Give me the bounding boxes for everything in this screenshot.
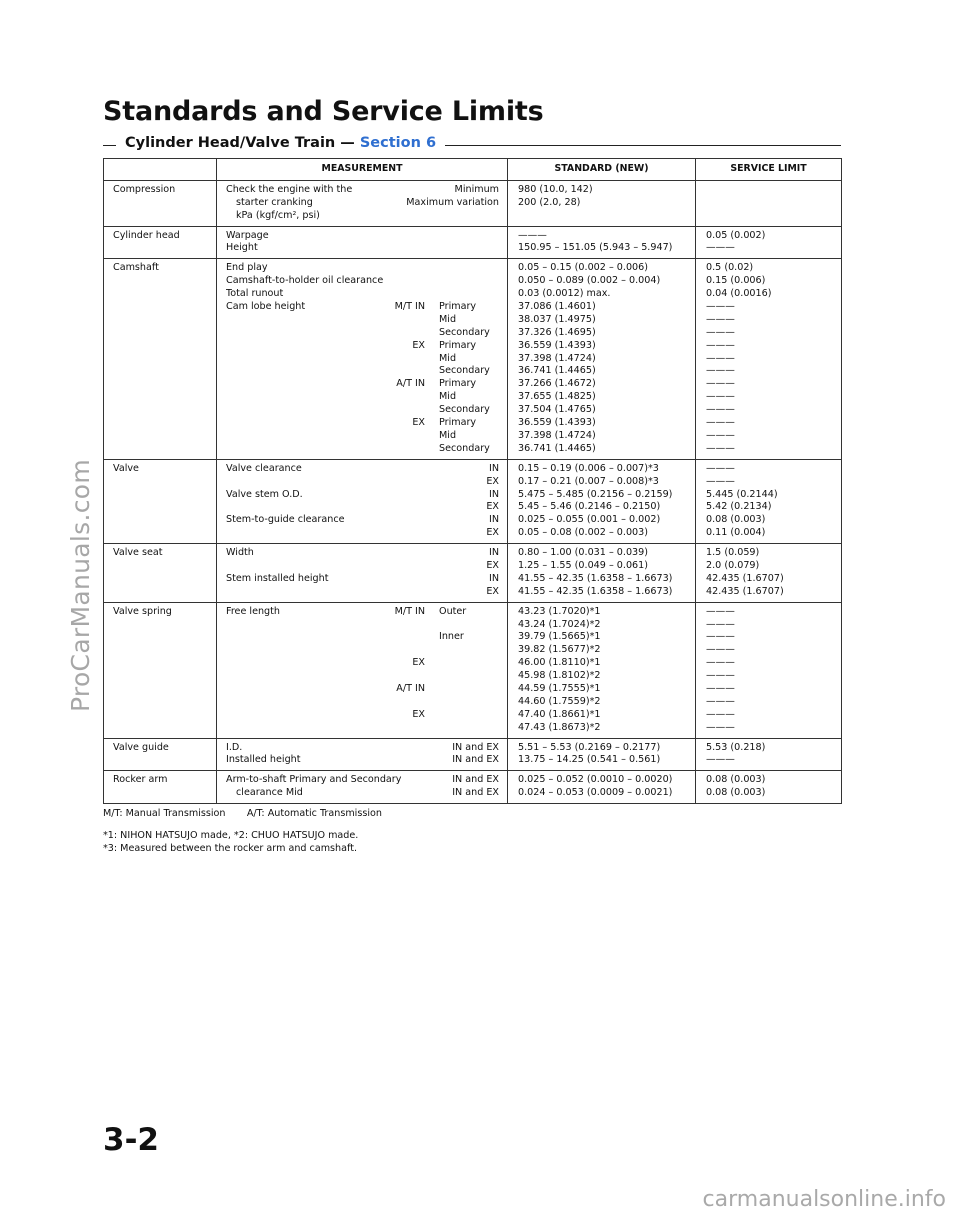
table-row xyxy=(104,180,842,226)
measurement-subqualifier xyxy=(425,683,499,696)
measurement-line xyxy=(226,754,499,767)
measurement-line xyxy=(226,301,499,314)
standard-value: 37.504 (1.4765) xyxy=(518,404,596,416)
service-limit-value xyxy=(706,197,841,210)
measurement-label: Height xyxy=(226,242,258,254)
measurement-label xyxy=(226,404,425,417)
standard-value: 200 (2.0, 28) xyxy=(518,196,581,208)
section-title: Cylinder Head/Valve Train — xyxy=(125,135,355,151)
service-limit-value: 0.5 (0.02) xyxy=(706,262,754,274)
item-name: Camshaft xyxy=(104,259,217,459)
measurement-label: Total runout xyxy=(226,288,284,300)
measurement-qualifier: IN xyxy=(489,572,500,584)
service-limit-value: ——— xyxy=(706,644,735,656)
measurement-qualifier: EX xyxy=(412,339,426,351)
measurement-qualifier: IN and EX xyxy=(452,787,500,799)
standard-value: 13.75 – 14.25 (0.541 – 0.561) xyxy=(518,754,661,766)
measurement-line xyxy=(226,443,499,456)
measurement-label: Free length xyxy=(226,605,280,617)
measurement-line xyxy=(226,742,499,755)
measurement-subqualifier xyxy=(425,644,499,657)
measurement-line xyxy=(226,288,499,301)
service-limit-value: ——— xyxy=(706,462,735,474)
service-limit-value: ——— xyxy=(706,475,735,487)
measurement-label xyxy=(226,365,425,378)
standard-value: 47.40 (1.8661)*1 xyxy=(518,708,601,720)
measurement-subqualifier xyxy=(425,657,499,670)
standard-value: 1.25 – 1.55 (0.049 – 0.061) xyxy=(518,559,648,571)
header-service-limit: SERVICE LIMIT xyxy=(696,159,842,181)
service-limit-value: ——— xyxy=(706,242,735,254)
measurement-subqualifier xyxy=(425,722,499,735)
spec-table xyxy=(103,158,842,804)
table-row xyxy=(104,738,842,771)
standard-value xyxy=(518,210,695,223)
measurement-line xyxy=(226,631,499,644)
measurement-label: Stem installed height xyxy=(226,572,329,584)
measurement-line xyxy=(226,391,499,404)
measurement-cell xyxy=(217,226,508,259)
standard-value: 44.60 (1.7559)*2 xyxy=(518,695,601,707)
service-limit-value: ——— xyxy=(706,365,735,377)
measurement-subqualifier xyxy=(425,670,499,683)
measurement-qualifier: EX xyxy=(486,585,500,597)
service-limit-value: ——— xyxy=(706,754,735,766)
service-limit-value: 5.42 (0.2134) xyxy=(706,501,772,513)
measurement-qualifier: IN xyxy=(489,488,500,500)
service-limit-value: ——— xyxy=(706,605,735,617)
measurement-qualifier: EX xyxy=(486,475,500,487)
measurement-label xyxy=(226,391,425,404)
measurement-line xyxy=(226,774,499,787)
standard-cell xyxy=(508,738,696,771)
standard-value: 0.050 – 0.089 (0.002 – 0.004) xyxy=(518,275,661,287)
service-limit-value: 0.05 (0.002) xyxy=(706,229,766,241)
item-name: Rocker arm xyxy=(104,771,217,804)
measurement-qualifier: Maximum variation xyxy=(406,196,500,208)
measurement-line xyxy=(226,514,499,527)
measurement-line xyxy=(226,573,499,586)
measurement-subqualifier: Mid xyxy=(439,391,457,403)
standard-value: ——— xyxy=(518,229,547,241)
measurement-subqualifier: Mid xyxy=(439,313,457,325)
standard-value: 0.025 – 0.052 (0.0010 – 0.0020) xyxy=(518,774,673,786)
service-limit-value: 42.435 (1.6707) xyxy=(706,572,784,584)
measurement-label xyxy=(226,722,425,735)
measurement-qualifier: IN and EX xyxy=(452,774,500,786)
measurement-line xyxy=(226,404,499,417)
table-row xyxy=(104,771,842,804)
measurement-line xyxy=(226,683,499,696)
measurement-line xyxy=(226,230,499,243)
measurement-line xyxy=(226,527,499,540)
table-header-row xyxy=(104,159,842,181)
measurement-label xyxy=(226,696,425,709)
note-footnote-1-2: *1: NIHON HATSUJO made, *2: CHUO HATSUJO made. xyxy=(103,829,359,841)
measurement-line xyxy=(226,378,499,391)
service-limit-value: 5.53 (0.218) xyxy=(706,741,766,753)
standard-value: 36.741 (1.4465) xyxy=(518,442,596,454)
measurement-label: Camshaft-to-holder oil clearance xyxy=(226,275,384,287)
standard-value: 45.98 (1.8102)*2 xyxy=(518,670,601,682)
measurement-line xyxy=(226,197,499,210)
measurement-label: clearance Mid xyxy=(236,787,303,799)
measurement-subqualifier: Primary xyxy=(439,301,477,313)
measurement-qualifier: EX xyxy=(412,708,426,720)
measurement-qualifier: EX xyxy=(486,559,500,571)
service-limit-cell xyxy=(696,180,842,226)
table-row xyxy=(104,259,842,459)
standard-cell xyxy=(508,459,696,543)
service-limit-value: ——— xyxy=(706,429,735,441)
measurement-label xyxy=(226,443,425,456)
standard-value: 36.559 (1.4393) xyxy=(518,339,596,351)
standard-value: 37.655 (1.4825) xyxy=(518,391,596,403)
watermark-procarmanuals: ProCarManuals.com xyxy=(66,458,95,712)
standard-value: 43.23 (1.7020)*1 xyxy=(518,605,601,617)
standard-value: 0.05 – 0.08 (0.002 – 0.003) xyxy=(518,527,648,539)
service-limit-value: ——— xyxy=(706,391,735,403)
standard-value: 41.55 – 42.35 (1.6358 – 1.6673) xyxy=(518,585,673,597)
item-name: Valve xyxy=(104,459,217,543)
measurement-label: kPa (kgf/cm², psi) xyxy=(236,209,320,221)
service-limit-value: 0.15 (0.006) xyxy=(706,275,766,287)
measurement-label xyxy=(226,327,425,340)
measurement-line xyxy=(226,353,499,366)
measurement-qualifier: M/T IN xyxy=(394,605,426,617)
measurement-qualifier: IN and EX xyxy=(452,754,500,766)
notes xyxy=(103,808,382,856)
service-limit-cell xyxy=(696,226,842,259)
measurement-label xyxy=(226,476,486,489)
service-limit-cell xyxy=(696,602,842,738)
service-limit-cell xyxy=(696,738,842,771)
service-limit-value: 0.08 (0.003) xyxy=(706,774,766,786)
service-limit-value: ——— xyxy=(706,352,735,364)
measurement-subqualifier: Mid xyxy=(439,352,457,364)
service-limit-value: ——— xyxy=(706,631,735,643)
service-limit-value: 0.08 (0.003) xyxy=(706,514,766,526)
measurement-label xyxy=(226,378,396,391)
measurement-label xyxy=(226,314,425,327)
standard-value: 36.741 (1.4465) xyxy=(518,365,596,377)
standard-value: 0.17 – 0.21 (0.007 – 0.008)*3 xyxy=(518,475,659,487)
service-limit-value: ——— xyxy=(706,618,735,630)
measurement-cell xyxy=(217,259,508,459)
measurement-subqualifier xyxy=(425,696,499,709)
measurement-line xyxy=(226,670,499,683)
measurement-line xyxy=(226,501,499,514)
measurement-subqualifier: Inner xyxy=(439,631,464,643)
measurement-qualifier: EX xyxy=(412,657,426,669)
standard-cell xyxy=(508,771,696,804)
standard-cell xyxy=(508,544,696,603)
service-limit-value: 42.435 (1.6707) xyxy=(706,585,784,597)
measurement-subqualifier: Mid xyxy=(439,429,457,441)
standard-value: 37.326 (1.4695) xyxy=(518,326,596,338)
measurement-label xyxy=(226,670,425,683)
measurement-line xyxy=(226,275,499,288)
measurement-subqualifier: Secondary xyxy=(439,404,490,416)
item-name: Valve spring xyxy=(104,602,217,738)
measurement-line xyxy=(226,586,499,599)
measurement-line xyxy=(226,709,499,722)
measurement-label xyxy=(226,527,486,540)
service-limit-value: ——— xyxy=(706,417,735,429)
measurement-label: Cam lobe height xyxy=(226,301,306,313)
measurement-cell xyxy=(217,602,508,738)
standard-value: 5.45 – 5.46 (0.2146 – 0.2150) xyxy=(518,501,661,513)
standard-value: 37.086 (1.4601) xyxy=(518,301,596,313)
measurement-cell xyxy=(217,544,508,603)
section-link[interactable]: Section 6 xyxy=(359,135,437,151)
measurement-label xyxy=(226,644,425,657)
item-name: Valve seat xyxy=(104,544,217,603)
measurement-subqualifier-empty xyxy=(425,275,499,288)
measurement-label: starter cranking xyxy=(236,196,313,208)
measurement-label: Check the engine with the xyxy=(226,183,353,195)
standard-value: 0.15 – 0.19 (0.006 – 0.007)*3 xyxy=(518,462,659,474)
service-limit-value: ——— xyxy=(706,657,735,669)
page-title: Standards and Service Limits xyxy=(103,96,544,127)
measurement-line xyxy=(226,210,499,223)
measurement-label xyxy=(226,560,486,573)
measurement-line xyxy=(226,476,499,489)
measurement-qualifier: A/T IN xyxy=(396,378,426,390)
service-limit-value xyxy=(706,210,841,223)
measurement-line xyxy=(226,340,499,353)
service-limit-value: ——— xyxy=(706,313,735,325)
standard-cell xyxy=(508,602,696,738)
watermark-carmanualsonline: carmanualsonline.info xyxy=(702,1187,946,1212)
measurement-subqualifier-empty xyxy=(425,262,499,275)
measurement-line xyxy=(226,242,499,255)
measurement-label: Stem-to-guide clearance xyxy=(226,514,345,526)
measurement-qualifier: IN xyxy=(489,462,500,474)
measurement-subqualifier: Primary xyxy=(439,417,477,429)
service-limit-value xyxy=(706,184,841,197)
standard-cell xyxy=(508,226,696,259)
measurement-label xyxy=(226,657,412,670)
measurement-subqualifier: Secondary xyxy=(439,365,490,377)
measurement-label: End play xyxy=(226,262,268,274)
measurement-label xyxy=(226,619,425,632)
standard-value: 46.00 (1.8110)*1 xyxy=(518,657,601,669)
measurement-line xyxy=(226,463,499,476)
measurement-label xyxy=(226,631,425,644)
measurement-label: Warpage xyxy=(226,229,269,241)
measurement-line xyxy=(226,417,499,430)
measurement-subqualifier: Primary xyxy=(439,378,477,390)
measurement-label xyxy=(226,683,396,696)
service-limit-value: 0.08 (0.003) xyxy=(706,787,766,799)
measurement-label xyxy=(226,417,412,430)
standard-value: 0.05 – 0.15 (0.002 – 0.006) xyxy=(518,262,648,274)
measurement-line xyxy=(226,430,499,443)
measurement-subqualifier xyxy=(425,619,499,632)
measurement-subqualifier: Outer xyxy=(439,605,467,617)
measurement-qualifier: A/T IN xyxy=(396,682,426,694)
measurement-subqualifier xyxy=(425,709,499,722)
standard-value: 44.59 (1.7555)*1 xyxy=(518,682,601,694)
service-limit-value: ——— xyxy=(706,695,735,707)
measurement-qualifier: EX xyxy=(412,417,426,429)
measurement-line xyxy=(226,606,499,619)
service-limit-value: 2.0 (0.079) xyxy=(706,559,760,571)
measurement-qualifier: Minimum xyxy=(454,183,500,195)
standard-value: 0.024 – 0.053 (0.0009 – 0.0021) xyxy=(518,787,673,799)
spec-body xyxy=(104,180,842,803)
service-limit-value: 0.11 (0.004) xyxy=(706,527,766,539)
service-limit-value: 0.04 (0.0016) xyxy=(706,288,772,300)
measurement-qualifier: IN xyxy=(489,547,500,559)
measurement-label: Installed height xyxy=(226,754,301,766)
standard-value: 39.82 (1.5677)*2 xyxy=(518,644,601,656)
standard-value: 47.43 (1.8673)*2 xyxy=(518,721,601,733)
note-footnote-3: *3: Measured between the rocker arm and camshaft. xyxy=(103,842,358,854)
service-limit-cell xyxy=(696,771,842,804)
measurement-line xyxy=(226,184,499,197)
standard-value: 39.79 (1.5665)*1 xyxy=(518,631,601,643)
service-limit-value: ——— xyxy=(706,404,735,416)
measurement-label: Valve stem O.D. xyxy=(226,488,303,500)
service-limit-value: ——— xyxy=(706,670,735,682)
measurement-cell xyxy=(217,180,508,226)
item-name: Valve guide xyxy=(104,738,217,771)
section-heading xyxy=(116,135,445,151)
service-limit-value: ——— xyxy=(706,301,735,313)
service-limit-value: 1.5 (0.059) xyxy=(706,547,760,559)
measurement-qualifier: EX xyxy=(486,527,500,539)
standard-cell xyxy=(508,259,696,459)
service-limit-cell xyxy=(696,544,842,603)
measurement-line xyxy=(226,327,499,340)
measurement-label xyxy=(226,586,486,599)
table-row xyxy=(104,544,842,603)
table-row xyxy=(104,602,842,738)
standard-value: 41.55 – 42.35 (1.6358 – 1.6673) xyxy=(518,572,673,584)
service-limit-value: ——— xyxy=(706,326,735,338)
standard-value: 150.95 – 151.05 (5.943 – 5.947) xyxy=(518,242,673,254)
standard-value: 5.51 – 5.53 (0.2169 – 0.2177) xyxy=(518,741,661,753)
standard-value: 0.025 – 0.055 (0.001 – 0.002) xyxy=(518,514,661,526)
standard-value: 5.475 – 5.485 (0.2156 – 0.2159) xyxy=(518,488,673,500)
measurement-line xyxy=(226,696,499,709)
header-measurement: MEASUREMENT xyxy=(217,159,508,181)
measurement-line xyxy=(226,657,499,670)
measurement-cell xyxy=(217,459,508,543)
measurement-line xyxy=(226,644,499,657)
standard-value: 37.266 (1.4672) xyxy=(518,378,596,390)
measurement-label xyxy=(226,340,412,353)
measurement-line xyxy=(226,722,499,735)
service-limit-value: ——— xyxy=(706,339,735,351)
measurement-subqualifier: Primary xyxy=(439,339,477,351)
measurement-subqualifier: Secondary xyxy=(439,442,490,454)
measurement-line xyxy=(226,619,499,632)
standard-value: 43.24 (1.7024)*2 xyxy=(518,618,601,630)
measurement-cell xyxy=(217,771,508,804)
table-row xyxy=(104,459,842,543)
standard-value: 37.398 (1.4724) xyxy=(518,429,596,441)
service-limit-value: ——— xyxy=(706,721,735,733)
note-spacer xyxy=(103,821,382,830)
note-abbreviations: M/T: Manual Transmission A/T: Automatic Transmission xyxy=(103,808,382,819)
measurement-line xyxy=(226,262,499,275)
item-name: Compression xyxy=(104,180,217,226)
measurement-cell xyxy=(217,738,508,771)
service-limit-value: 5.445 (0.2144) xyxy=(706,488,778,500)
header-standard: STANDARD (NEW) xyxy=(508,159,696,181)
service-limit-value: ——— xyxy=(706,708,735,720)
standard-value: 37.398 (1.4724) xyxy=(518,352,596,364)
standard-value: 36.559 (1.4393) xyxy=(518,417,596,429)
measurement-subqualifier-empty xyxy=(425,288,499,301)
item-name: Cylinder head xyxy=(104,226,217,259)
measurement-qualifier: IN and EX xyxy=(452,741,500,753)
service-limit-value: ——— xyxy=(706,378,735,390)
header-blank xyxy=(104,159,217,181)
measurement-label: Width xyxy=(226,547,254,559)
measurement-label: Arm-to-shaft Primary and Secondary xyxy=(226,774,402,786)
measurement-line xyxy=(226,560,499,573)
measurement-subqualifier: Secondary xyxy=(439,326,490,338)
measurement-line xyxy=(226,365,499,378)
measurement-line xyxy=(226,787,499,800)
measurement-qualifier: M/T IN xyxy=(394,301,426,313)
service-limit-cell xyxy=(696,259,842,459)
measurement-label xyxy=(226,709,412,722)
measurement-qualifier: EX xyxy=(486,501,500,513)
measurement-label: Valve clearance xyxy=(226,462,302,474)
standard-value: 38.037 (1.4975) xyxy=(518,313,596,325)
standard-cell xyxy=(508,180,696,226)
standard-value: 0.03 (0.0012) max. xyxy=(518,288,611,300)
page-number: 3-2 xyxy=(103,1122,160,1158)
service-limit-value: ——— xyxy=(706,442,735,454)
measurement-line xyxy=(226,489,499,502)
measurement-line xyxy=(226,547,499,560)
measurement-label xyxy=(226,353,425,366)
measurement-qualifier: IN xyxy=(489,514,500,526)
standard-value: 980 (10.0, 142) xyxy=(518,183,593,195)
measurement-label xyxy=(226,501,486,514)
service-limit-cell xyxy=(696,459,842,543)
measurement-line xyxy=(226,314,499,327)
measurement-label: I.D. xyxy=(226,741,243,753)
standard-value: 0.80 – 1.00 (0.031 – 0.039) xyxy=(518,547,648,559)
measurement-label xyxy=(226,430,425,443)
service-limit-value: ——— xyxy=(706,682,735,694)
table-row xyxy=(104,226,842,259)
